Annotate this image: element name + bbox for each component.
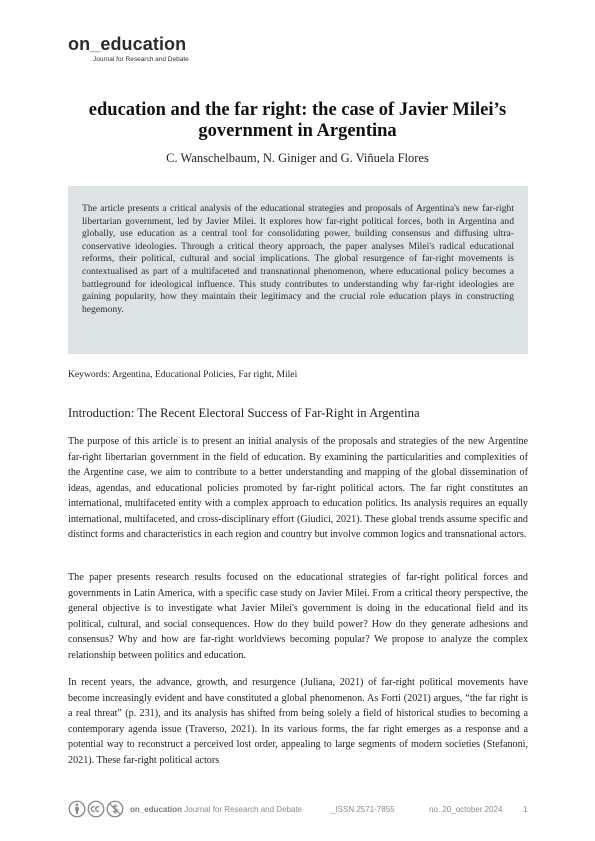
body-paragraph: The paper presents research results focused on the educational strategies of far-right political forces and governments in Latin America, with a specific case study on Javier Milei. From a critical theory perspective, the general objective is to investigate what Javier Milei's government is doing in the educational field and its political, cultural, and social consequences. How do they build power? How do they generate adhesions and consensus? Why and how are far-right worldviews becoming popular? We propose to analyze the complex relationship between politics and education. [68, 572, 528, 661]
article-title: education and the far right: the case of Javier Milei’s government in Argentina [88, 100, 507, 141]
abstract-box [68, 186, 528, 354]
page-footer [68, 800, 528, 820]
article-authors: C. Wanschelbaum, N. Giniger and G. Viñuela Flores [166, 151, 429, 165]
license-icons [68, 800, 124, 818]
page-number: 1 [523, 805, 528, 814]
non-commercial-icon [106, 800, 124, 818]
body-paragraph: In recent years, the advance, growth, and resurgence (Juliana, 2021) of far-right political movements have become increasingly evident and have constituted a global phenomenon. As Forti (2021) argues, “the far right is a real threat” (p. 231), and its analysis has shifted from being solely a field of historical studies to becoming a contemporary agenda issue (Traverso, 2021). In its various forms, the far right emerges as a response and a potential way to reconstruct a perceived lost order, appealing to large segments of modern societies (Stefanoni, 2021). These far-right political actors [68, 677, 528, 766]
footer-issue: no. 20_october 2024 [429, 805, 503, 814]
body-paragraph: The purpose of this article is to present an initial analysis of the proposals and strategies of the new Argentine far-right libertarian government in the field of education. By examining the particularities and complexities of the Argentine case, we aim to contribute to a better understanding and mapping of the global dissemination of ideas, agendas, and educational policies promoted by far-right political actors. The far right constitutes an international, multifaceted entity with a complex approach to education politics. Its analysis requires an equally international, multifaceted, and cross-disciplinary effort (Giudici, 2021). These global trends assume specific and distinct forms and characteristics in each region and country but involve common logics and transnational actors. [68, 436, 528, 541]
footer-issn: _ISSN 2571-7855 [331, 805, 395, 814]
section-heading: Introduction: The Recent Electoral Success of Far-Right in Argentina [68, 406, 420, 420]
journal-name-underscore: _ [90, 34, 101, 54]
journal-subtitle: Journal for Research and Debate [93, 56, 189, 63]
abstract-text: The article presents a critical analysis of the educational strategies and proposals of Argentina's new far-right libertarian government, led by Javier Milei. It explores how far-right political forces, both in Argentina and globally, use education as a central tool for consolidating power, building consensus and diffusing ultra-conservative ideologies. Through a critical theory approach, the paper analyses Milei's radical educational reforms, their political, cultural and social implications. The global resurgence of far-right movements is contextualised as part of a multifaceted and transnational phenomenon, where educational policy becomes a battleground for ideological influence. This study contributes to understanding why far-right ideologies are gaining popularity, how they maintain their legitimacy and the crucial role education plays in constructing hegemony. [82, 203, 514, 315]
footer-journal: on_education Journal for Research and Debate [130, 805, 303, 814]
keywords: Keywords: Argentina, Educational Policies, Far right, Milei [68, 369, 298, 380]
creative-commons-icon [87, 800, 105, 818]
creative-commons-attribution-icon [68, 800, 86, 818]
journal-name: on_education [68, 34, 187, 54]
journal-logo [68, 33, 189, 63]
